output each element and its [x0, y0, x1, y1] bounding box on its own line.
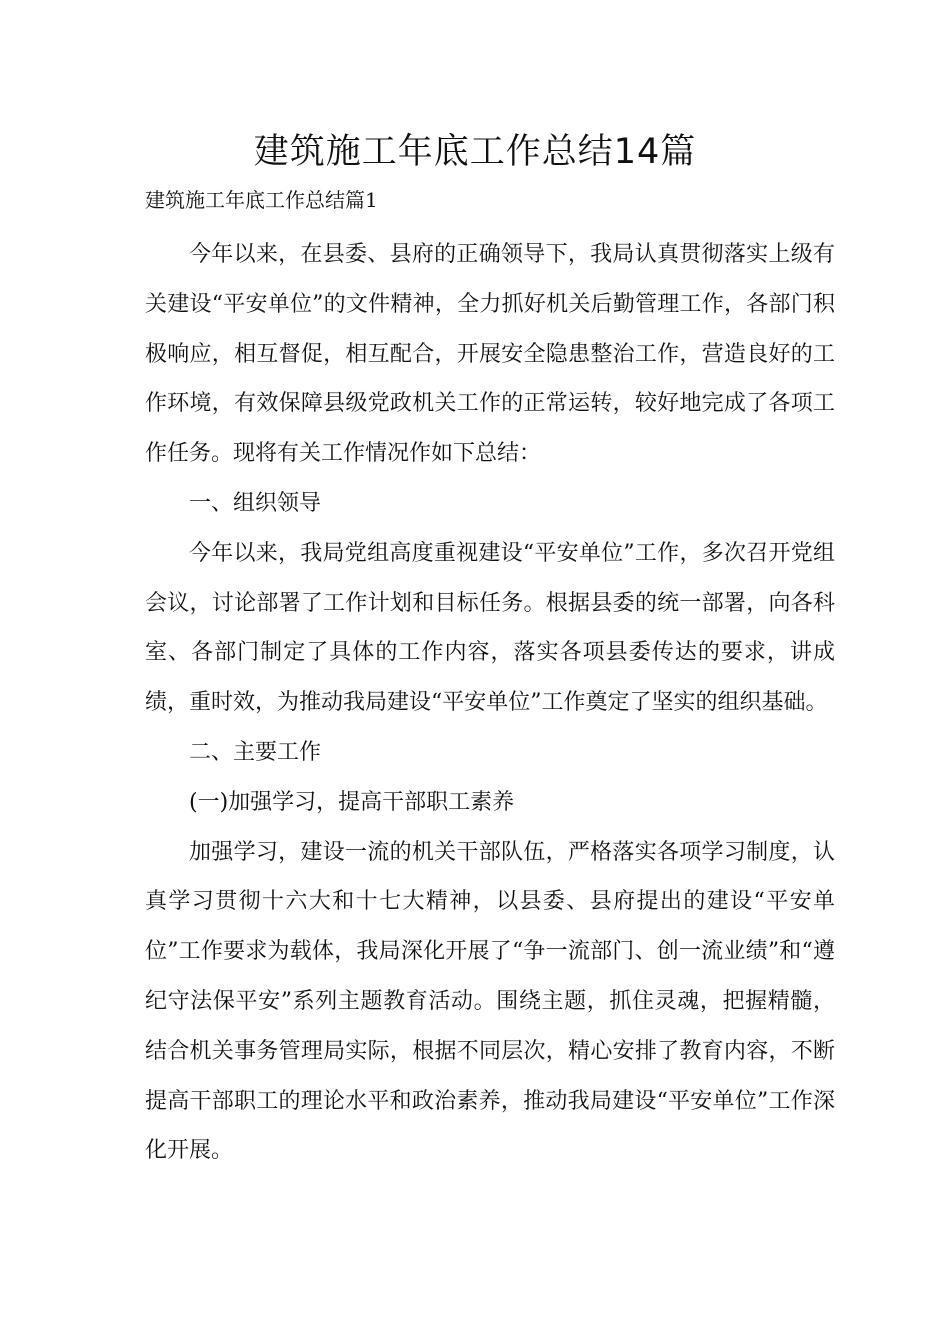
paragraph-intro: 今年以来，在县委、县府的正确领导下，我局认真贯彻落实上级有关建设“平安单位”的文件精神，全力抓好机关后勤管理工作，各部门积极响应，相互督促，相互配合，开展安全隐患整治工作，营造良好的工作环境，有效保障县级党政机关工作的正常运转，较好地完成了各项工作任务。现将有关工作情况作如下总结：	[145, 242, 835, 467]
document-body	[145, 230, 835, 1176]
section-heading-main-work: 二、主要工作	[189, 739, 322, 765]
document-title: 建筑施工年底工作总结14篇	[253, 132, 697, 172]
subsection-heading-study: (一)加强学习，提高干部职工素养	[189, 789, 515, 815]
document-subtitle: 建筑施工年底工作总结篇1	[145, 188, 378, 212]
paragraph-study: 加强学习，建设一流的机关干部队伍，严格落实各项学习制度，认真学习贯彻十六大和十七大精神，以县委、县府提出的建设“平安单位”工作要求为载体，我局深化开展了“争一流部门、创一流业绩”和“遵纪守法保平安”系列主题教育活动。围绕主题，抓住灵魂，把握精髓，结合机关事务管理局实际，根据不同层次，精心安排了教育内容，不断提高干部职工的理论水平和政治素养，推动我局建设“平安单位”工作深化开展。	[145, 839, 835, 1164]
section-heading-organization: 一、组织领导	[189, 490, 322, 516]
paragraph-organization: 今年以来，我局党组高度重视建设“平安单位”工作，多次召开党组会议，讨论部署了工作计划和目标任务。根据县委的统一部署，向各科室、各部门制定了具体的工作内容，落实各项县委传达的要求，讲成绩，重时效，为推动我局建设“平安单位”工作奠定了坚实的组织基础。	[145, 540, 835, 716]
